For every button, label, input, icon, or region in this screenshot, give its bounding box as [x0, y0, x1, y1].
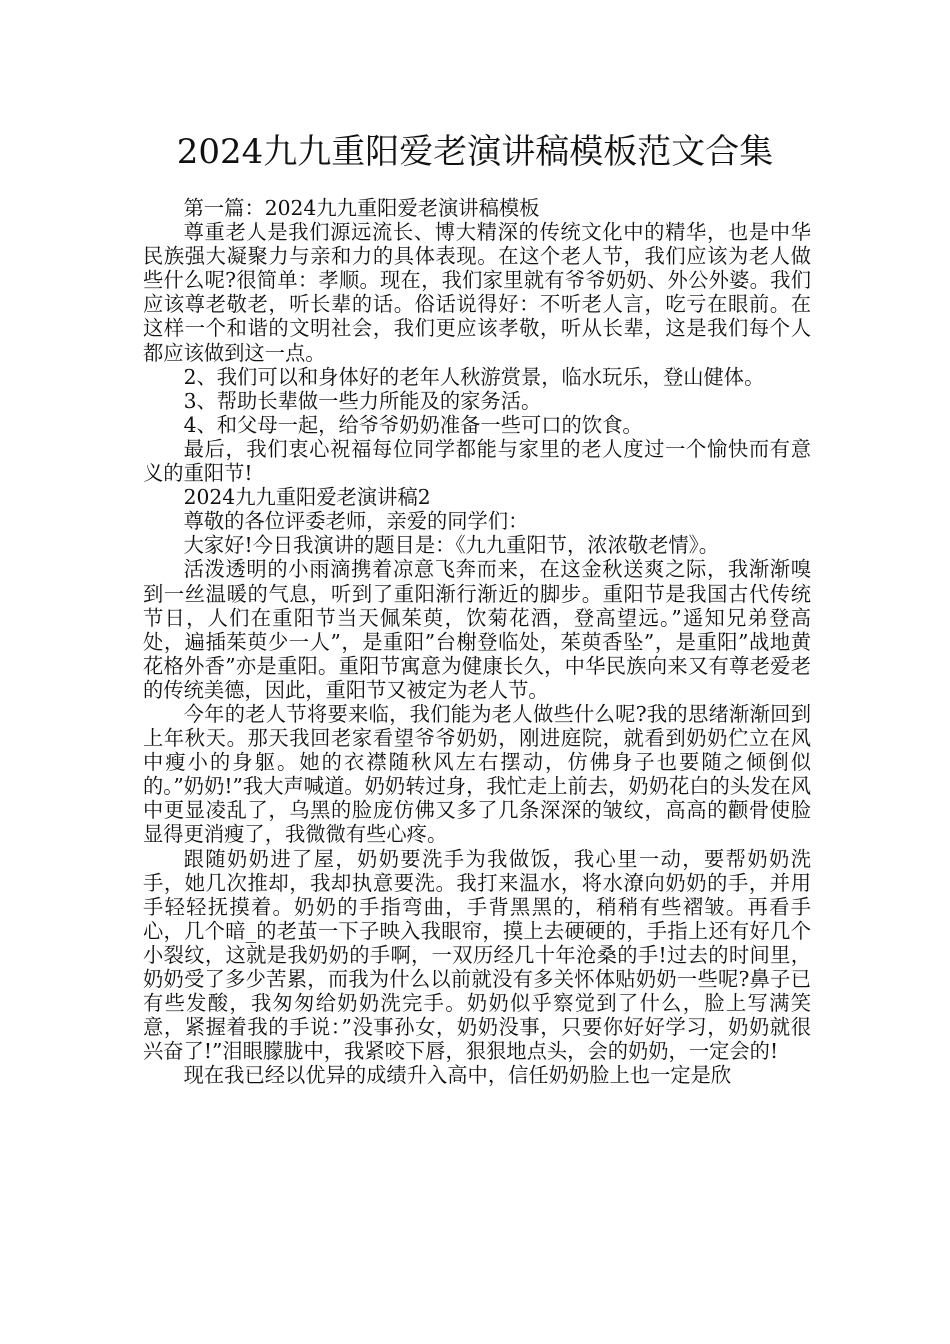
body-paragraph: 尊重老人是我们源远流长、博大精深的传统文化中的精华，也是中华民族强大凝聚力与亲和力的具体表现。在这个老人节，我们应该为老人做些什么呢?很简单：孝顺。现在，我们家里就有爷爷奶奶、外公外婆。我们应该尊老敬老，听长辈的话。俗话说得好：不听老人言，吃亏在眼前。在这样一个和谐的文明社会，我们更应该孝敬，听从长辈，这是我们每个人都应该做到这一点。: [143, 220, 811, 365]
list-item: 4、和父母一起，给爷爷奶奶准备一些可口的饮食。: [183, 412, 643, 437]
body-paragraph: 今年的老人节将要来临，我们能为老人做些什么呢?我的思绪渐渐回到上年秋天。那天我回老家看望爷爷奶奶，刚进庭院，就看到奶奶伫立在风中瘦小的身躯。她的衣襟随秋风左右摆动，仿佛身子也要随之倾倒似的。”奶奶!”我大声喊道。奶奶转过身，我忙走上前去，奶奶花白的头发在风中更显凌乱了，乌黑的脸庞仿佛又多了几条深深的皱纹，高高的颧骨使脸显得更消瘦了，我微微有些心疼。: [143, 701, 811, 847]
body-paragraph: 最后，我们衷心祝福每位同学都能与家里的老人度过一个愉快而有意义的重阳节!: [143, 436, 811, 486]
document-body: [143, 196, 811, 1087]
section-heading: 第一篇：2024九九重阳爱老演讲稿模板: [183, 196, 540, 220]
body-paragraph: 跟随奶奶进了屋，奶奶要洗手为我做饭，我心里一动，要帮奶奶洗手，她几次推却，我却执意要洗。我打来温水，将水潦向奶奶的手，并用手轻轻抚摸着。奶奶的手指弯曲，手背黑黑的，稍稍有些褶皱。再看手心，几个暗_的老茧一下子映入我眼帘，摸上去硬硬的，手指上还有好几个小裂纹，这就是我奶奶的手啊，一双历经几十年沧桑的手!过去的时间里，奶奶受了多少苦累，而我为什么以前就没有多关怀体贴奶奶一些呢?鼻子已有些发酸，我匆匆给奶奶洗完手。奶奶似乎察觉到了什么，脸上写满笑意，紧握着我的手说：”没事孙女，奶奶没事，只要你好好学习，奶奶就很兴奋了!”泪眼朦胧中，我紧咬下唇，狠狠地点头，会的奶奶，一定会的!: [143, 846, 811, 1064]
document-title: 2024九九重阳爱老演讲稿模板范文合集: [176, 132, 774, 172]
list-item: 3、帮助长辈做一些力所能及的家务活。: [183, 388, 542, 413]
body-paragraph: 现在我已经以优异的成绩升入高中，信任奶奶脸上也一定是欣: [183, 1063, 732, 1088]
body-paragraph: 大家好!今日我演讲的题目是：《九九重阳节，浓浓敬老情》。: [183, 533, 720, 558]
section-heading: 2024九九重阳爱老演讲稿2: [183, 485, 431, 510]
salutation: 尊敬的各位评委老师，亲爱的同学们：: [183, 509, 529, 534]
list-item: 2、我们可以和身体好的老年人秋游赏景，临水玩乐，登山健体。: [183, 364, 765, 389]
body-paragraph: 活泼透明的小雨滴携着凉意飞奔而来，在这金秋送爽之际，我渐渐嗅到一丝温暖的气息，听到了重阳渐行渐近的脚步。重阳节是我国古代传统节日，人们在重阳节当天佩茱萸，饮菊花酒，登高望远。”遥知兄弟登高处，遍插茱萸少一人”，是重阳”台榭登临处，茱萸香坠”，是重阳”战地黄花格外香”亦是重阳。重阳节寓意为健康长久，中华民族向来又有尊老爱老的传统美德，因此，重阳节又被定为老人节。: [143, 557, 811, 702]
